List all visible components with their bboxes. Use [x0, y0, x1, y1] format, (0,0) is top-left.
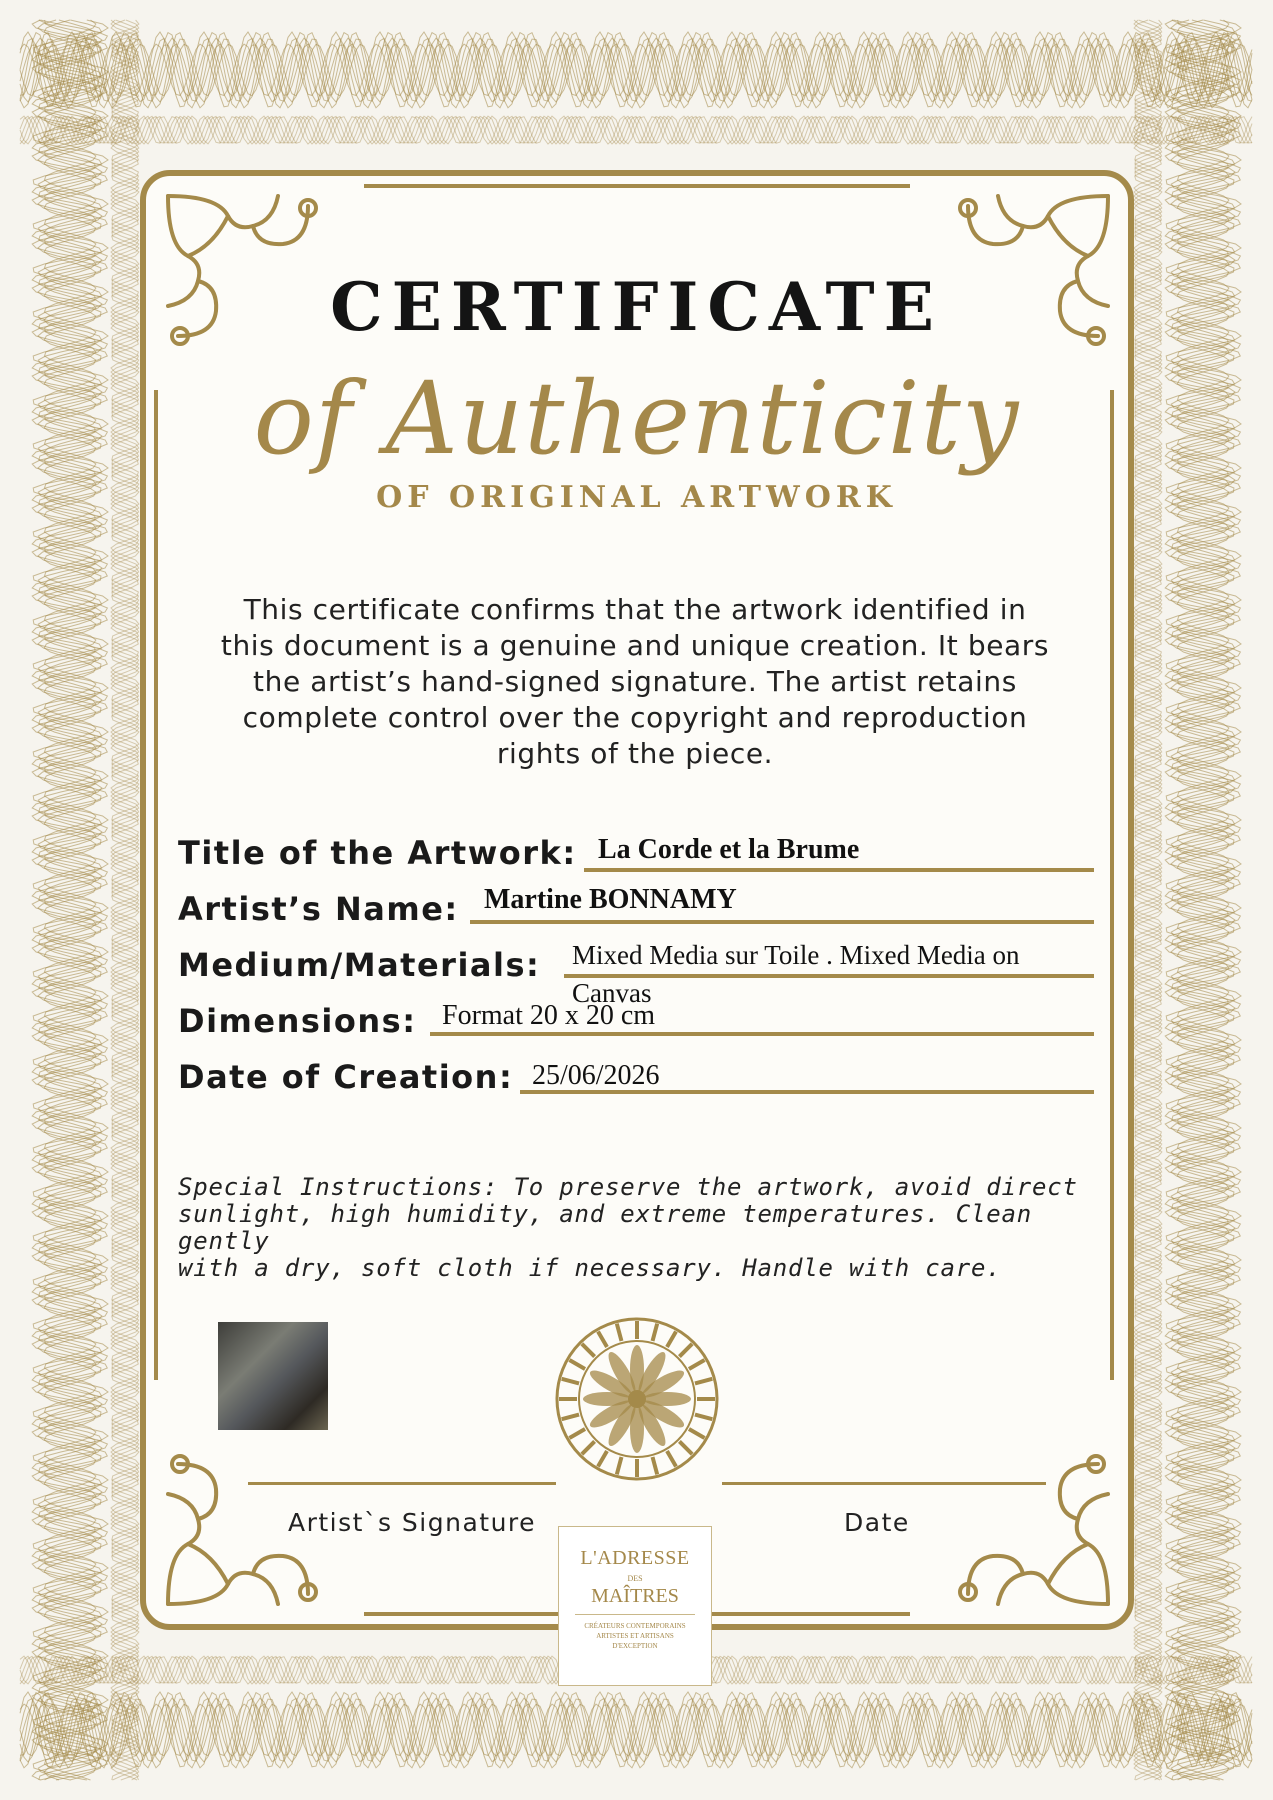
intro-line: This certificate confirms that the artwork identified in [243, 593, 1027, 626]
intro-line: this document is a genuine and unique creation. It bears [220, 629, 1050, 662]
stamp-rule [575, 1614, 695, 1615]
stamp-tagline: D'EXCEPTION [612, 1642, 658, 1650]
intro-line: complete control over the copyright and reproduction [242, 701, 1028, 734]
artist-field-line [470, 920, 1094, 924]
date-field-label: Date of Creation: [178, 1058, 514, 1096]
dimensions-field-label: Dimensions: [178, 1002, 417, 1040]
artist-signature-label: Artist`s Signature [288, 1508, 537, 1537]
certificate-subtitle: OF ORIGINAL ARTWORK [376, 480, 897, 515]
title-field-label: Title of the Artwork: [178, 834, 577, 872]
mandala-seal-icon [552, 1314, 722, 1484]
left-rule [154, 390, 158, 1380]
date-signature-label: Date [844, 1508, 910, 1537]
special-instructions [178, 1174, 1098, 1282]
intro-paragraph [185, 592, 1085, 772]
dimensions-field-line [430, 1032, 1094, 1036]
medium-field-value-line1: Mixed Media sur Toile . Mixed Media on [572, 940, 1020, 970]
medium-field-label: Medium/Materials: [178, 946, 541, 984]
stamp-line2: DES [627, 1574, 643, 1583]
right-rule [1110, 390, 1114, 1380]
top-rule [364, 184, 910, 188]
stamp-tagline: CRÉATEURS CONTEMPORAINS [584, 1622, 686, 1630]
certificate-title: CERTIFICATE [330, 268, 943, 346]
title-field-value: La Corde et la Brume [598, 834, 860, 865]
artist-signature-line [248, 1482, 556, 1485]
artwork-thumbnail [218, 1322, 328, 1430]
medium-field-value-line2: Canvas [572, 978, 652, 1008]
artist-field-value: Martine BONNAMY [484, 884, 737, 915]
date-field-value: 25/06/2026 [532, 1060, 660, 1091]
stamp-line3: MAÎTRES [591, 1585, 679, 1607]
ornamental-corner-icon [928, 1424, 1118, 1614]
instructions-line: with a dry, soft cloth if necessary. Handle with care. [178, 1254, 1002, 1282]
instructions-line: sunlight, high humidity, and extreme temperatures. Clean gently [178, 1200, 1032, 1255]
intro-line: the artist’s hand-signed signature. The artist retains [253, 665, 1017, 698]
title-field-line [584, 868, 1094, 872]
date-signature-line [722, 1482, 1046, 1485]
stamp-line1: L'ADRESSE [580, 1547, 690, 1569]
gallery-stamp-logo [558, 1526, 712, 1686]
artist-field-label: Artist’s Name: [178, 890, 459, 928]
intro-line: rights of the piece. [496, 737, 774, 770]
dimensions-field-value: Format 20 x 20 cm [442, 1000, 656, 1031]
stamp-tagline: ARTISTES ET ARTISANS [596, 1632, 674, 1640]
certificate-script-title: of Authenticity [253, 360, 1020, 477]
instructions-line: Special Instructions: To preserve the artwork, avoid direct [178, 1173, 1078, 1201]
